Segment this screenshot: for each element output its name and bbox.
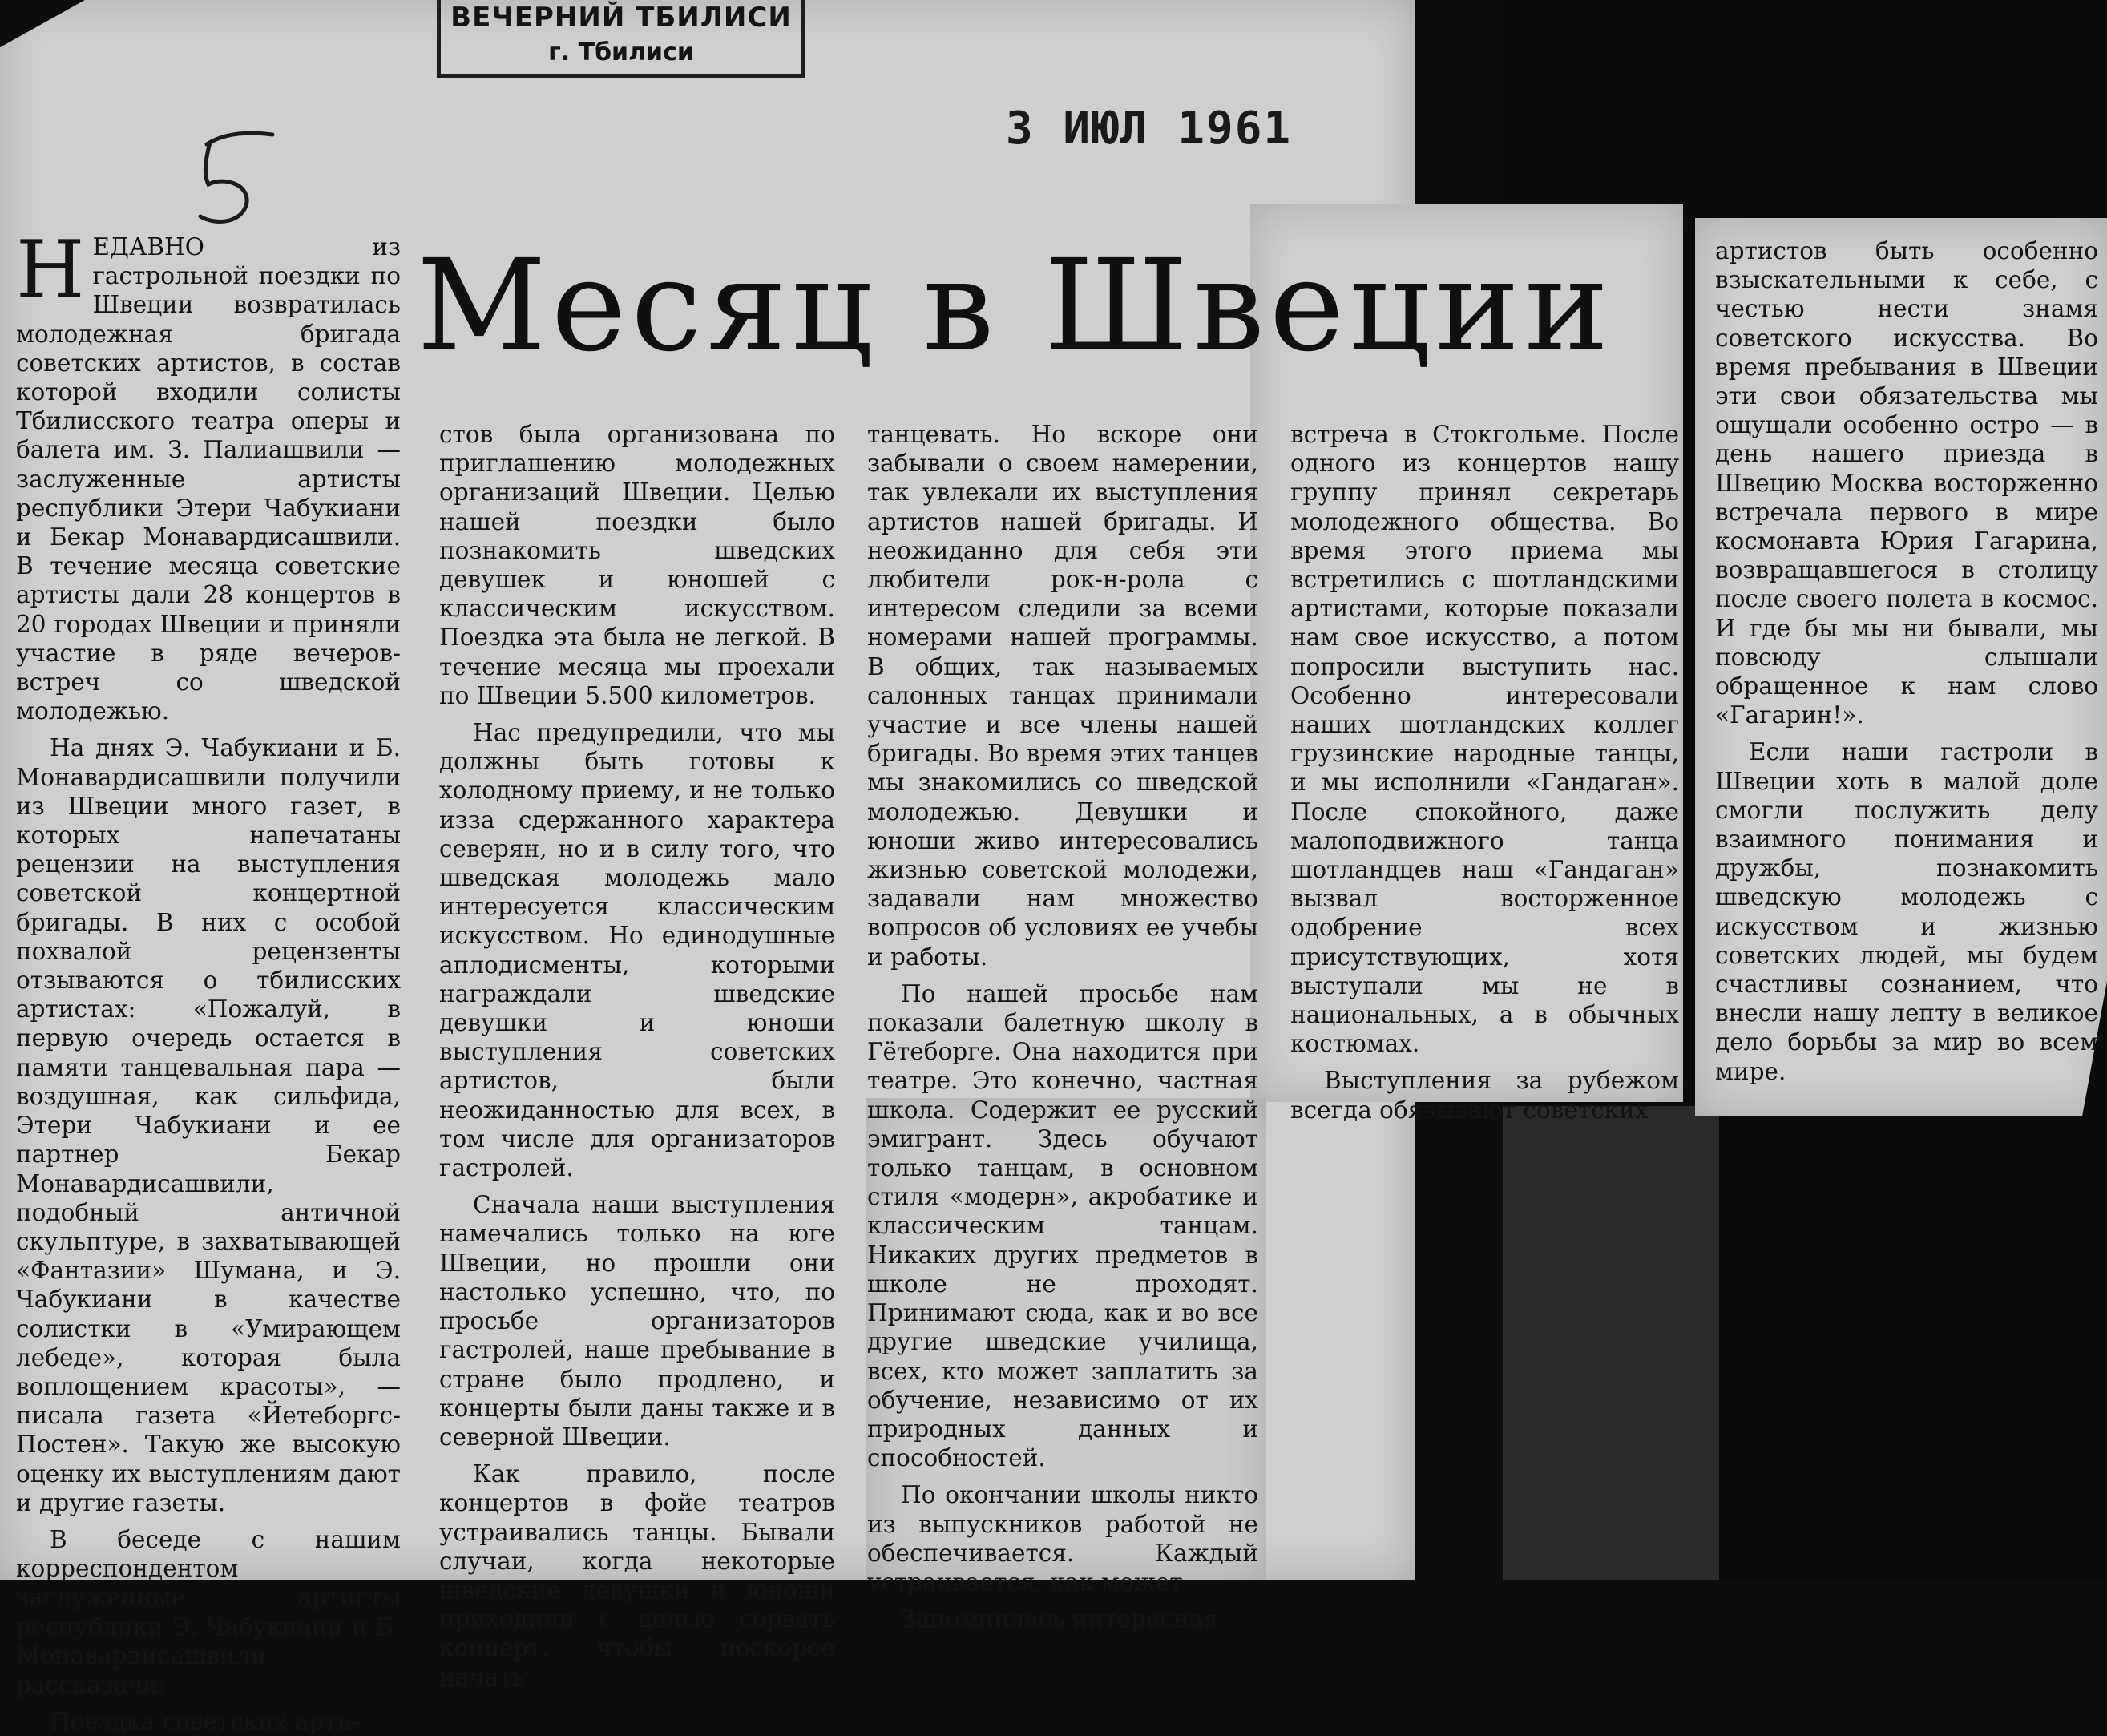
paragraph: Сначала наши выступления намечались только на юге Швеции, но прошли они настолько успешно, что, по просьбе организаторов гастролей, наше пребывание в стране было продлено, и концерты были даны также и в северной Швеции.: [439, 1191, 835, 1451]
article-column-5: [1715, 236, 2098, 1085]
paragraph: артистов быть особенно взыскательными к себе, с честью нести знамя советского искусства. Во время пребывания в Швеции эти свои обязательства мы ощущали особенно остро — в день нашего приезда в Швецию Москва восторженно встречала первого в мире космонавта Юрия Гагарина, возвращавшегося в столицу после своего полета в космос. И где бы мы ни бывали, мы повсюду слышали обращенное к нам слово «Гагарин!».: [1715, 237, 2098, 729]
background-stripe: [1503, 1106, 1719, 1580]
article-column-1: [16, 224, 401, 1736]
paragraph: По нашей просьбе нам показали балетную школу в Гётеборге. Она находится при театре. Это конечно, частная школа. Содержит ее русский эмигрант. Здесь обучают только танцам, в основном стиля «модерн», акробатике и классическим танцам. Никаких других предметов в школе не проходят. Принимают сюда, как и во все другие шведские училища, всех, кто может заплатить за обучение, независимо от их природных данных и способностей.: [867, 979, 1258, 1472]
paragraph: стов была организована по приглашению молодежных организаций Швеции. Целью нашей поездки было познакомить шведских девушек и юношей с классическим искусством. Поездка эта была не легкой. В течение месяца мы проехали по Швеции 5.500 километров.: [439, 421, 835, 709]
paragraph: Запомнилась интересная: [901, 1605, 1218, 1633]
paragraph: Выступления за рубежом всегда обязывают советских: [1290, 1067, 1679, 1124]
lead-paragraph: [16, 224, 401, 725]
drop-cap: Н: [16, 224, 85, 316]
newspaper-city: г. Тбилиси: [548, 38, 694, 67]
paragraph: встреча в Стокгольме. После одного из концертов нашу группу принял секретарь молодежного общества. Во время этого приема мы встретились с шотландскими артистами, которые показали нам свое искусство, а потом попросили выступить нас. Особенно интересовали наших шотландских коллег грузинские народные танцы, и мы исполнили «Гандаган». После спокойного, даже малоподвижного танца шотландцев наш «Гандаган» вызвал восторженное одобрение всех присутствующих, хотя выступали мы не в национальных, а в обычных костюмах.: [1290, 421, 1679, 1058]
paragraph: Если наши гастроли в Швеции хоть в малой доле смогли послужить делу взаимного понимания и дружбы, познакомить шведскую молодежь с искусством и жизнью советских людей, мы будем счастливы сознанием, что внесли нашу лепту в великое дело борьбы за мир во всем мире.: [1715, 738, 2098, 1085]
masthead-stamp: [437, 0, 805, 78]
lead-text: ЕДАВНО из гастрольной поездки по Швеции возвратилась молодежная бригада советских артистов, в состав которой входили солисты Тбилисского театра оперы и балета им. З. Палиашвили — заслуженные артисты республики Этери Чабукиани и Бекар Монавардисашвили. В течение месяца советские артисты дали 28 концертов в 20 городах Швеции и приняли участие в ряде вечеров-встреч со шведской молодежью.: [16, 233, 401, 725]
paragraph: Как правило, после концертов в фойе театров устраивались танцы. Бывали случаи, когда некоторые шведские девушки и юноши приходили с целью сорвать концерт, чтобы поскорее начать: [439, 1460, 835, 1691]
newspaper-name: ВЕЧЕРНИЙ ТБИЛИСИ: [450, 2, 792, 34]
paragraph: В беседе с нашим корреспондентом заслуженные артисты республики Э. Чабукиани и Б. Монавардисашвили рассказали:: [16, 1525, 401, 1698]
paragraph: танцевать. Но вскоре они забывали о своем намерении, так увлекали их выступления артистов нашей бригады. И неожиданно для себя эти любители рок-н-рола с интересом следили за всеми номерами нашей программы. В общих, так называемых салонных танцах принимали участие и все члены нашей бригады. Во время этих танцев мы знакомились со шведской молодежью. Девушки и юноши живо интересовались жизнью советской молодежи, задавали нам множество вопросов об условиях ее учебы и работы.: [867, 421, 1258, 971]
date-stamp: 3 ИЮЛ 1961: [1006, 103, 1293, 155]
paragraph: Поездка советских арти-: [50, 1708, 361, 1736]
paragraph: На днях Э. Чабукиани и Б. Монавардисашвили получили из Швеции много газет, в которых напечатаны рецензии на выступления советской концертной бригады. В них с особой похвалой рецензенты отзываются о тбилисских артистах: «Пожалуй, в первую очередь остается в памяти танцевальная пара — воздушная, как сильфида, Этери Чабукиани и ее партнер Бекар Монавардисашвили, подобный античной скульптуре, в захватывающей «Фантазии» Шумана, и Э. Чабукиани в качестве солистки в «Умирающем лебеде», которая была воплощением красоты», — писала газета «Йетеборгс-Постен». Такую же высокую оценку их выступлениям дают и другие газеты.: [16, 734, 401, 1516]
paragraph: Нас предупредили, что мы должны быть готовы к холодному приему, и не только изза сдержанного характера северян, но и в силу того, что шведская молодежь мало интересуется классическим искусством. Но единодушные аплодисменты, которыми награждали шведские девушки и юноши выступления советских артистов, были неожиданностью для всех, в том числе для организаторов гастролей.: [439, 719, 835, 1182]
article-column-4: [1290, 420, 1679, 1124]
article-column-2: [439, 420, 835, 1691]
article-column-3: [867, 420, 1258, 1633]
article-headline: Месяц в Швеции: [417, 232, 1614, 380]
paragraph: По окончании школы никто из выпускников работой не обеспечивается. Каждый устраивается, как может.: [867, 1481, 1258, 1596]
handwritten-mark-icon: [192, 128, 281, 232]
